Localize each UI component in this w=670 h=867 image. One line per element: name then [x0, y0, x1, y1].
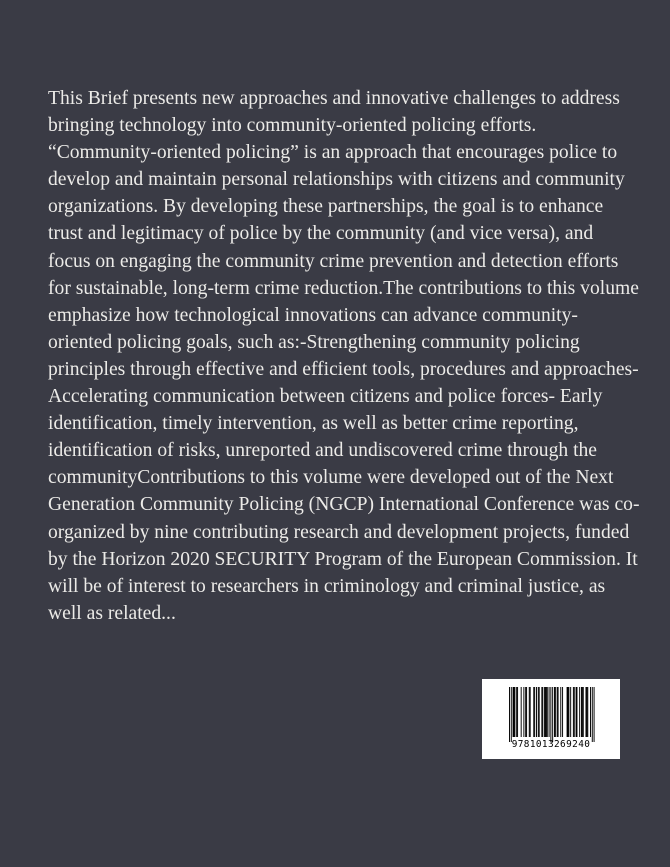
barcode-bar — [525, 687, 526, 737]
barcode-bar — [546, 687, 547, 737]
barcode-bar — [538, 687, 539, 737]
barcode-bar — [558, 687, 559, 737]
barcode-bar — [573, 687, 574, 737]
barcode-bar — [511, 687, 512, 742]
barcode-bar — [533, 687, 534, 737]
barcode-bar — [536, 687, 537, 737]
back-cover-description: This Brief presents new approaches and innovative challenges to address bringing technology into community-oriented policing efforts. “Community-oriented policing” is an approach that encourages police to develop and maintain personal relationships with citizens and community organizations. By developing these partnerships, the goal is to enhance trust and legitimacy of police by the community (and vice versa), and focus on engaging the community crime prevention and detection efforts for sustainable, long-term crime reduction.The contributions to this volume emphasize how technological innovations can advance community-oriented policing goals, such as:-Strengthening community policing principles through effective and efficient tools, procedures and approaches- Accelerating communication between citizens and police forces- Early identification, timely intervention, as well as better crime reporting, identification of risks, unreported and undiscovered crime through the communityContributions to this volume were developed out of the Next Generation Community Policing (NGCP) International Conference was co-organized by nine contributing research and development projects, funded by the Horizon 2020 SECURITY Program of the European Commission. It will be of interest to researchers in criminology and criminal justice, as well as related... — [48, 88, 640, 624]
barcode-bar — [514, 687, 515, 737]
barcode-bar — [514, 687, 515, 737]
barcode-bar — [583, 687, 584, 737]
barcode-bar — [534, 687, 535, 737]
barcode-bar — [586, 687, 587, 737]
barcode-bar — [509, 687, 510, 742]
barcode-bar — [547, 687, 548, 737]
barcode-bar — [521, 687, 522, 737]
barcode-bar — [574, 687, 575, 737]
barcode-bar — [568, 687, 569, 737]
barcode-number: 9781013269240 — [511, 739, 591, 750]
barcode-bar — [541, 687, 542, 737]
barcode-bar — [579, 687, 580, 737]
barcode-bar — [576, 687, 577, 737]
barcode-bar — [590, 687, 591, 737]
barcode-bar — [554, 687, 555, 737]
barcode-bar — [592, 687, 593, 742]
barcode-bar — [550, 687, 551, 742]
barcode-bar — [562, 687, 563, 737]
barcode-bar — [529, 687, 530, 737]
barcode-bar — [568, 687, 569, 737]
barcode-bar — [555, 687, 556, 737]
barcode-bar — [516, 687, 517, 737]
barcode-bar — [545, 687, 546, 737]
barcode-bar — [513, 687, 514, 737]
barcode-bar — [587, 687, 588, 737]
barcode-bar — [586, 687, 587, 737]
barcode-bar — [539, 687, 540, 737]
barcode-bar — [581, 687, 582, 737]
barcode-bar — [544, 687, 545, 737]
barcode-bar — [582, 687, 583, 737]
barcode-bar — [567, 687, 568, 737]
barcode-bar — [526, 687, 527, 737]
barcode-bar — [542, 687, 543, 737]
barcode-bar — [549, 687, 550, 737]
barcode-bar — [570, 687, 571, 737]
barcode-bar — [517, 687, 518, 737]
barcode-bar — [560, 687, 561, 737]
barcode-bar — [577, 687, 578, 737]
barcode-bar — [594, 687, 595, 742]
barcode-bar — [523, 687, 524, 737]
isbn-barcode — [482, 679, 620, 759]
barcode-bar — [557, 687, 558, 737]
barcode-bar — [530, 687, 531, 737]
barcode-bar — [552, 687, 553, 742]
